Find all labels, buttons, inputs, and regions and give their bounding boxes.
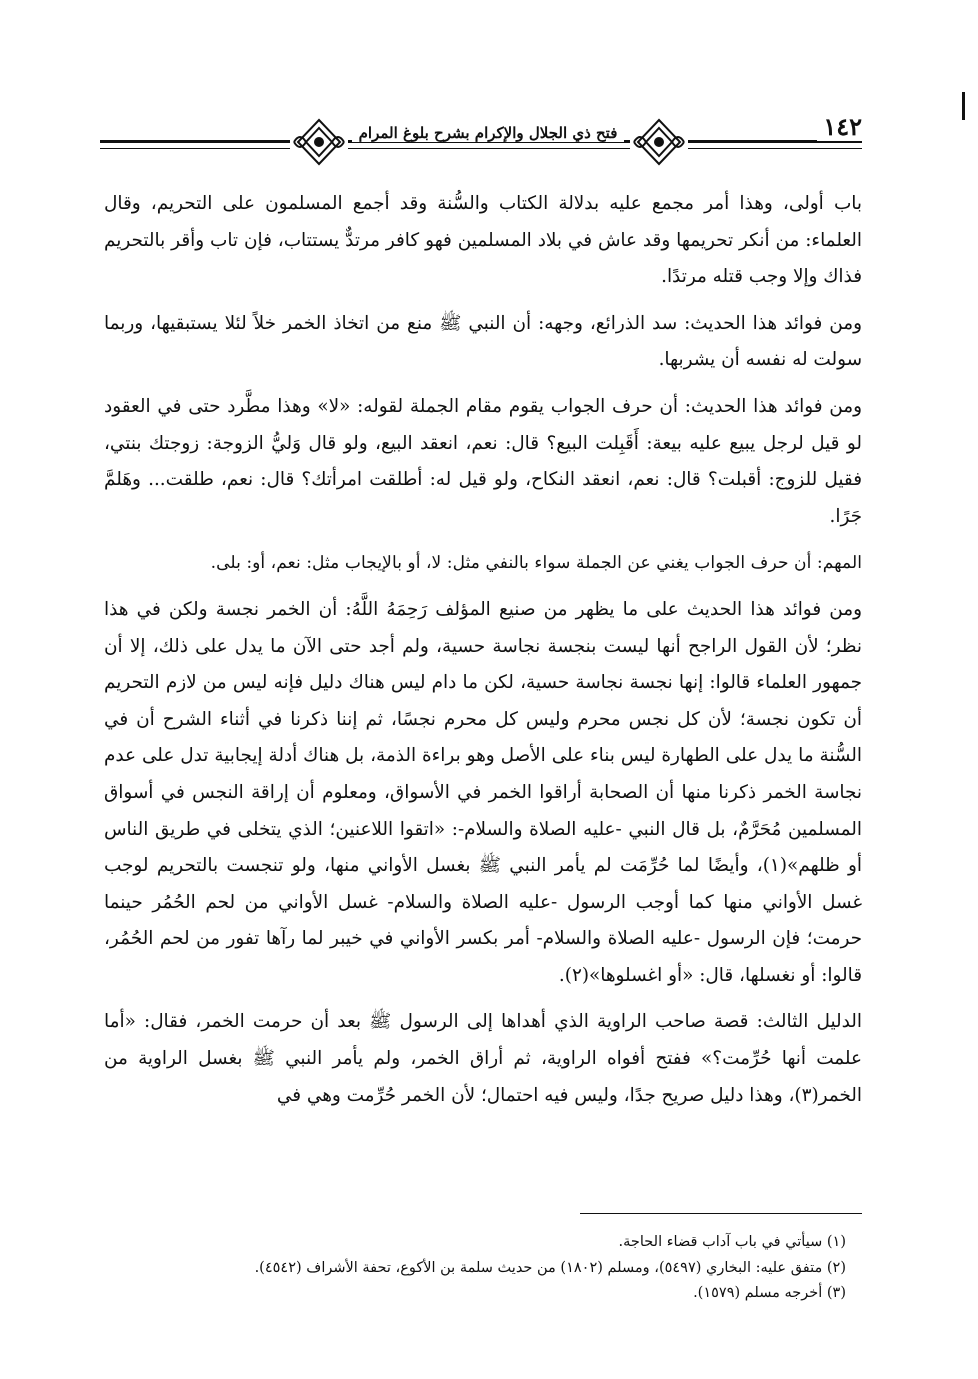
footnotes	[104, 1230, 846, 1307]
footnote: (٢) متفق عليه: البخاري (٥٤٩٧)، ومسلم (١٨٠٢) من حديث سلمة بن الأكوع، تحفة الأشراف (٤٥٤٢).	[254, 1259, 846, 1276]
footnote: (٣) أخرجه مسلم (١٥٧٩).	[693, 1285, 846, 1301]
paragraph: ومن فوائد هذا الحديث: أن حرف الجواب يقوم مقام الجملة لقوله: «لا» وهذا مطَّرد حتى في العقود لو قيل لرجل يبيع عليه بيعة: أَقَبِلت البيع؟ قال: نعم، انعقد البيع، ولو قال وَليُّ الزوجة: زوجتك بنتي، فقيل للزوج: أقبلت؟ قال: نعم، انعقد النكاح، ولو قيل له: أطلقت امرأتك؟ قال: نعم، طلقت... وهَلمَّ جَرًا.	[104, 395, 862, 527]
footnote: (١) سيأتي في باب آداب قضاء الحاجة.	[618, 1234, 846, 1250]
paragraph: الدليل الثالث: قصة صاحب الراوية الذي أهداها إلى الرسول ﷺ بعد أن حرمت الخمر، فقال: «أما علمت أنها حُرِّمت؟» ففتح أفواه الراوية، ثم أراق الخمر، ولم يأمر النبي ﷺ بغسل الراوية من الخمر(٣)، وهذا دليل صريح جدًا، وليس فيه احتمال؛ لأن الخمر حُرِّمت وهي في	[104, 1011, 862, 1106]
book-title: فتح ذي الجلال والإكرام بشرح بلوغ المرام	[352, 124, 624, 142]
ornament-icon	[630, 116, 688, 168]
running-header	[100, 112, 862, 174]
paragraph: باب أولى، وهذا أمر مجمع عليه بدلالة الكتاب والسُّنة وقد أجمع المسلمون على التحريم، وقال العلماء: من أنكر تحريمها وقد عاش في بلاد المسلمين فهو كافر مرتدٌّ يستتاب، فإن تاب وأقر بالتحريم فذاك وإلا وجب قتله مرتدًا.	[104, 193, 862, 288]
paragraph: ومن فوائد هذا الحديث على ما يظهر من صنيع المؤلف رَحِمَهُ اللَّهُ: أن الخمر نجسة ولكن في هذا نظر؛ لأن القول الراجح أنها ليست بنجسة نجاسة حسية، ولم أجد حتى الآن ما يدل على ذلك، إلا أن جمهور العلماء قالوا: إنها نجسة نجاسة حسية، لكن ما دام ليس هناك دليل فإنه ليس من لازم التحريم أن تكون نجسة؛ لأن كل نجس محرم وليس كل محرم نجسًا، ثم إننا ذكرنا في أثناء الشرح أن في السُّنة ما يدل على الطهارة ليس بناء على الأصل وهو براءة الذمة، بل هناك أدلة إيجابية تدل على عدم نجاسة الخمر ذكرنا منها أن الصحابة أراقوا الخمر في الأسواق، ومعلوم أن إراقة النجس في أسواق المسلمين مُحَرَّمٌ، بل قال النبي -عليه الصلاة والسلام-: «اتقوا اللاعنين؛ الذي يتخلى في طريق الناس أو ظلهم»(١)، وأيضًا لما حُرِّمَت لم يأمر النبي ﷺ بغسل الأواني منها، ولو تنجست بالتحريم لوجب غسل الأواني منها كما أوجب الرسول -عليه الصلاة والسلام- غسل الأواني من لحم الحُمُر حينما حرمت؛ فإن الرسول -عليه الصلاة والسلام- أمر بكسر الأواني في خيبر لما رآها تفور من لحم الحُمُر، قالوا: أو نغسلها، قال: «أو اغسلوها»(٢).	[104, 598, 862, 986]
page-number: ١٤٢	[817, 112, 862, 141]
header-rule-thin	[100, 148, 862, 149]
ornament-icon	[290, 116, 348, 168]
paragraph: المهم: أن حرف الجواب يغني عن الجملة سواء بالنفي مثل: لا، أو بالإيجاب مثل: نعم، أو: بلى.	[210, 553, 862, 574]
page-body	[104, 186, 862, 1124]
margin-mark	[962, 92, 965, 120]
paragraph: ومن فوائد هذا الحديث: سد الذرائع، وجهه: أن النبي ﷺ منع من اتخاذ الخمر خلاً لئلا يستبقيها، وربما سولت له نفسه أن يشربها.	[104, 312, 862, 371]
footnote-separator	[580, 1213, 862, 1214]
